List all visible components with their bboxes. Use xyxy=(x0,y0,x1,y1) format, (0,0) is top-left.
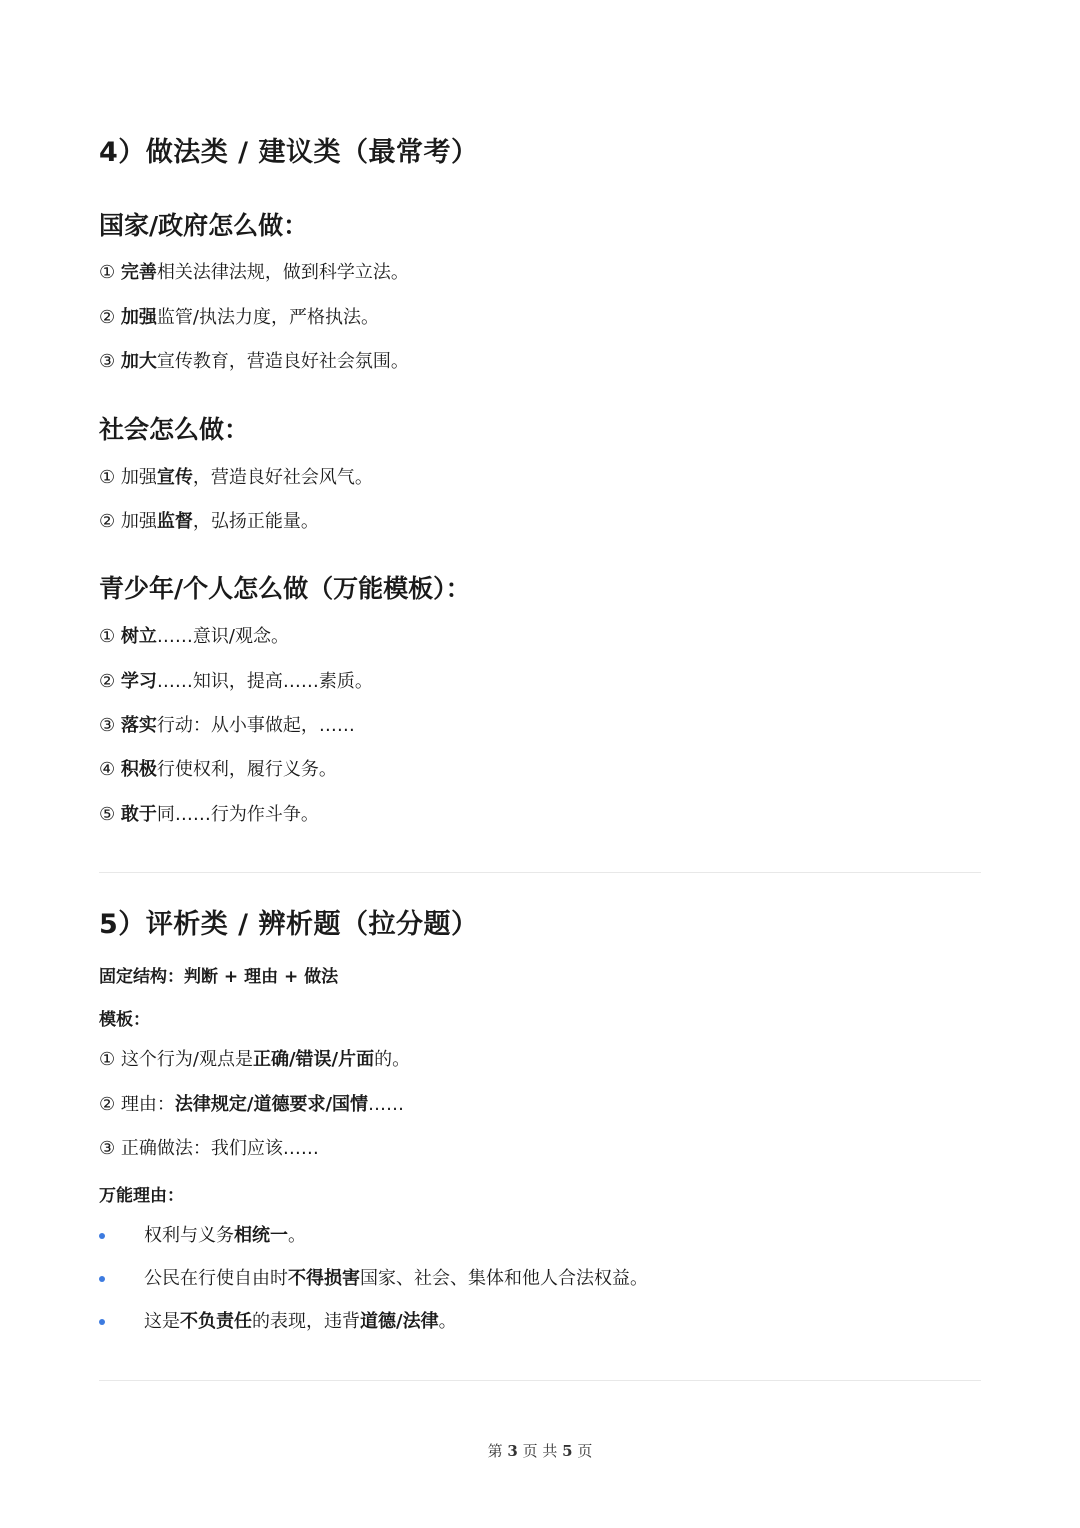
youth-item-2: ② 学习……知识，提高……素质。 xyxy=(99,671,373,692)
reasons-label: 万能理由： xyxy=(99,1186,184,1206)
section-5-heading: 5）评析类 / 辨析题（拉分题） xyxy=(99,909,479,940)
template-label: 模板： xyxy=(99,1010,150,1030)
state-item-1: ① 完善相关法律法规，做到科学立法。 xyxy=(99,262,409,283)
fixed-structure-label: 固定结构：判断 + 理由 + 做法 xyxy=(99,967,339,987)
current-page-number: 3 xyxy=(507,1442,518,1460)
bullet-dot-icon xyxy=(99,1319,105,1325)
youth-item-4: ④ 积极行使权利，履行义务。 xyxy=(99,759,337,780)
state-item-2: ② 加强监管/执法力度，严格执法。 xyxy=(99,307,379,328)
bullet-dot-icon xyxy=(99,1276,105,1282)
section-4-heading: 4）做法类 / 建议类（最常考） xyxy=(99,137,479,168)
template-item-3: ③ 正确做法：我们应该…… xyxy=(99,1138,319,1159)
section-divider xyxy=(99,872,981,873)
page-footer: 第 3 页 共 5 页 xyxy=(487,1442,593,1460)
youth-item-5: ⑤ 敢于同……行为作斗争。 xyxy=(99,804,319,825)
youth-item-1: ① 树立……意识/观念。 xyxy=(99,626,289,647)
youth-subheading: 青少年/个人怎么做（万能模板）： xyxy=(99,574,471,603)
template-item-2: ② 理由：法律规定/道德要求/国情…… xyxy=(99,1094,405,1115)
bullet-dot-icon xyxy=(99,1233,105,1239)
society-item-2: ② 加强监督，弘扬正能量。 xyxy=(99,511,319,532)
society-item-1: ① 加强宣传，营造良好社会风气。 xyxy=(99,467,373,488)
state-subheading: 国家/政府怎么做： xyxy=(99,211,309,240)
total-page-number: 5 xyxy=(562,1442,573,1460)
society-subheading: 社会怎么做： xyxy=(99,415,250,444)
youth-item-3: ③ 落实行动：从小事做起，…… xyxy=(99,715,355,736)
state-item-3: ③ 加大宣传教育，营造良好社会氛围。 xyxy=(99,351,409,372)
bottom-divider xyxy=(99,1380,981,1381)
template-item-1: ① 这个行为/观点是正确/错误/片面的。 xyxy=(99,1049,411,1070)
